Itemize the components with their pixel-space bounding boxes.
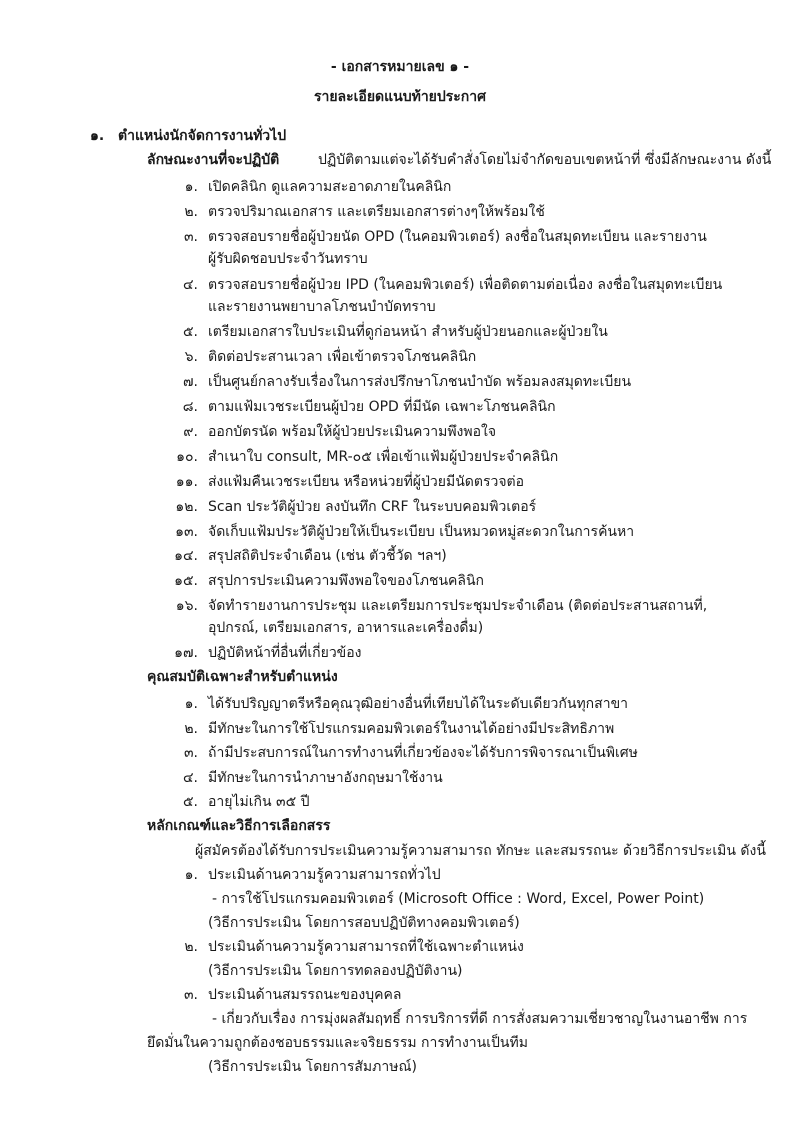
list-item-continuation: และรายงานพยาบาลโภชนบำบัดทราบ — [208, 299, 436, 315]
list-item-continuation: ผู้รับผิดชอบประจำวันทราบ — [208, 251, 368, 267]
list-item: อายุไม่เกิน ๓๕ ปี — [208, 794, 310, 810]
selection-heading: หลักเกณฑ์และวิธีการเลือกสรร — [147, 818, 331, 834]
list-item-number: ๕. — [182, 794, 198, 810]
list-item: ประเมินด้านความรู้ความสามารถที่ใช้เฉพาะตำแหน่ง — [208, 939, 524, 955]
list-item-number: ๒. — [184, 721, 198, 737]
list-item: สำเนาใบ consult, MR-๐๕ เพื่อเข้าแฟ้มผู้ป่วยประจำคลินิก — [208, 449, 559, 465]
list-item-number: ๒. — [184, 204, 198, 220]
list-item: ติดต่อประสานเวลา เพื่อเข้าตรวจโภชนคลินิก — [208, 349, 477, 365]
list-item: ประเมินด้านความรู้ความสามารถทั่วไป — [208, 867, 441, 883]
list-item-number: ๔. — [182, 277, 198, 293]
list-item: Scan ประวัติผู้ป่วย ลงบันทึก CRF ในระบบคอมพิวเตอร์ — [208, 499, 537, 515]
list-item-number: ๓. — [183, 745, 198, 761]
list-item-number: ๑๐. — [176, 449, 198, 465]
list-item: มีทักษะในการนำภาษาอังกฤษมาใช้งาน — [208, 770, 443, 786]
list-item-method: (วิธีการประเมิน โดยการสอบปฏิบัติทางคอมพิวเตอร์) — [208, 915, 520, 931]
list-item-number: ๑. — [184, 179, 198, 195]
list-item: ตรวจปริมาณเอกสาร และเตรียมเอกสารต่างๆให้พร้อมใช้ — [208, 204, 545, 220]
list-item-method: (วิธีการประเมิน โดยการทดลองปฏิบัติงาน) — [208, 963, 463, 979]
position-number: ๑. — [90, 128, 105, 144]
list-item-number: ๘. — [182, 399, 198, 415]
qualifications-heading: คุณสมบัติเฉพาะสำหรับตำแหน่ง — [147, 669, 338, 685]
list-item-number: ๒. — [184, 939, 198, 955]
list-item-number: ๙. — [183, 424, 198, 440]
list-item-number: ๑. — [184, 696, 198, 712]
list-item-number: ๔. — [182, 770, 198, 786]
list-item: ได้รับปริญญาตรีหรือคุณวุฒิอย่างอื่นที่เทียบได้ในระดับเดียวกันทุกสาขา — [208, 696, 628, 712]
list-item-number: ๖. — [184, 349, 198, 365]
list-item: เปิดคลินิก ดูแลความสะอาดภายในคลินิก — [208, 179, 452, 195]
list-item: ตรวจสอบรายชื่อผู้ป่วย IPD (ในคอมพิวเตอร์) เพื่อติดตามต่อเนื่อง ลงชื่อในสมุดทะเบียน — [208, 277, 723, 293]
list-item: สรุปสถิติประจำเดือน (เช่น ตัวชี้วัด ฯลฯ) — [208, 548, 447, 564]
list-item: ตรวจสอบรายชื่อผู้ป่วยนัด OPD (ในคอมพิวเตอร์) ลงชื่อในสมุดทะเบียน และรายงาน — [208, 229, 707, 245]
list-item-number: ๓. — [183, 229, 198, 245]
list-item-number: ๑๑. — [175, 474, 198, 490]
list-item: เป็นศูนย์กลางรับเรื่องในการส่งปรึกษาโภชนบำบัด พร้อมลงสมุดทะเบียน — [208, 374, 632, 390]
list-item: ประเมินด้านสมรรถนะของบุคคล — [208, 987, 402, 1003]
list-item-continuation: อุปกรณ์, เตรียมเอกสาร, อาหารและเครื่องดื่ม) — [208, 620, 484, 636]
selection-intro: ผู้สมัครต้องได้รับการประเมินความรู้ความสามารถ ทักษะ และสมรรถนะ ด้วยวิธีการประเมิน ดังนี้ — [195, 843, 766, 859]
list-item: ออกบัตรนัด พร้อมให้ผู้ป่วยประเมินความพึงพอใจ — [208, 424, 497, 440]
duties-heading: ลักษณะงานที่จะปฏิบัติ — [147, 152, 280, 168]
duties-intro: ปฏิบัติตามแต่จะได้รับคำสั่งโดยไม่จำกัดขอบเขตหน้าที่ ซึ่งมีลักษณะงาน ดังนี้ — [318, 152, 772, 168]
list-item-number: ๗. — [183, 374, 198, 390]
list-item-method: (วิธีการประเมิน โดยการสัมภาษณ์) — [208, 1059, 417, 1075]
list-item: มีทักษะในการใช้โปรแกรมคอมพิวเตอร์ในงานได้อย่างมีประสิทธิภาพ — [208, 721, 615, 737]
list-item-number: ๑๓. — [175, 524, 198, 540]
list-item-number: ๑๗. — [174, 645, 198, 661]
list-item: เตรียมเอกสารใบประเมินที่ดูก่อนหน้า สำหรับผู้ป่วยนอกและผู้ป่วยใน — [208, 324, 608, 340]
list-item-number: ๑๒. — [175, 499, 198, 515]
list-item: สรุปการประเมินความพึงพอใจของโภชนคลินิก — [208, 573, 485, 589]
list-item-number: ๕. — [182, 324, 198, 340]
list-item-number: ๑๔. — [174, 548, 198, 564]
position-title: ตำแหน่งนักจัดการงานทั่วไป — [118, 128, 287, 144]
list-item-detail-continuation: ยึดมั่นในความถูกต้องชอบธรรมและจริยธรรม การทำงานเป็นทีม — [147, 1035, 528, 1051]
list-item: ปฏิบัติหน้าที่อื่นที่เกี่ยวข้อง — [208, 645, 362, 661]
document-title: รายละเอียดแนบท้ายประกาศ — [313, 89, 487, 105]
list-item: ตามแฟ้มเวชระเบียนผู้ป่วย OPD ที่มีนัด เฉพาะโภชนคลินิก — [208, 399, 556, 415]
list-item-number: ๑๕. — [174, 573, 198, 589]
document-number: - เอกสารหมายเลข ๑ - — [330, 59, 470, 75]
list-item: ถ้ามีประสบการณ์ในการทำงานที่เกี่ยวข้องจะได้รับการพิจารณาเป็นพิเศษ — [208, 745, 638, 761]
list-item: จัดเก็บแฟ้มประวัติผู้ป่วยให้เป็นระเบียบ เป็นหมวดหมู่สะดวกในการค้นหา — [208, 524, 635, 540]
list-item-detail: - การใช้โปรแกรมคอมพิวเตอร์ (Microsoft Office : Word, Excel, Power Point) — [212, 891, 705, 907]
list-item: ส่งแฟ้มคืนเวชระเบียน หรือหน่วยที่ผู้ป่วยมีนัดตรวจต่อ — [208, 474, 525, 490]
list-item: จัดทำรายงานการประชุม และเตรียมการประชุมประจำเดือน (ติดต่อประสานสถานที่, — [208, 598, 708, 614]
list-item-detail: - เกี่ยวกับเรื่อง การมุ่งผลสัมฤทธิ์ การบริการที่ดี การสั่งสมความเชี่ยวชาญในงานอาชีพ การ — [212, 1011, 748, 1027]
list-item-number: ๓. — [183, 987, 198, 1003]
list-item-number: ๑. — [184, 867, 198, 883]
list-item-number: ๑๖. — [175, 598, 198, 614]
